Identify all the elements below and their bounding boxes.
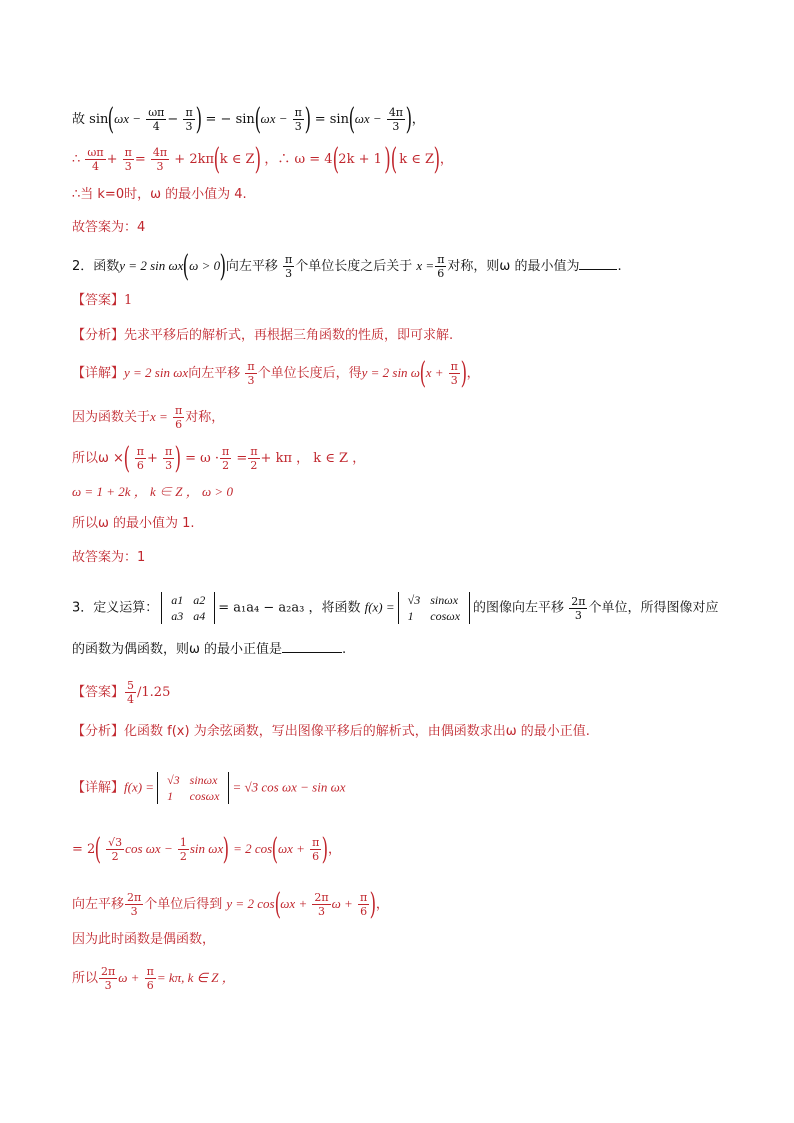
detail-3: 【详解】f(x) = √3 sinωx 1 cosωx = √3 cos ωx − sin ωx (72, 773, 346, 803)
analysis-2: 【分析】先求平移后的解析式，再根据三角函数的性质，即可求解. (72, 328, 454, 343)
fraction: $\frac{\pi}{3}$ (185, 106, 193, 133)
fraction: $\frac{√3}{2}$ (108, 836, 123, 863)
fraction: $\frac{\pi}{3}$ (294, 106, 302, 133)
fraction: $\frac{\pi}{3}$ (165, 445, 173, 472)
fraction: $\frac{4\pi}{3}$ (152, 146, 168, 173)
question-3: 3．定义运算： a1 a2 a3 a4 = a₁a₄ − a₂a₃ ，将函数 f(x) = √3 sinωx 1 cosωx 的图像向左平移 $\frac{2\pi}{3}$ 个单位，所得图像对应 (72, 593, 719, 623)
detail-2-line-4: ω = 1 + 2k ， k ∈ Z ， ω > 0 (72, 484, 233, 499)
fraction: $\frac{\pi}{6}$ (146, 965, 154, 992)
line-2: ∴ $\frac{\omega\pi}{4}$ + $\frac{\pi}{3}$ = $\frac{4\pi}{3}$ + 2kπ(k ∈ Z) ，∴ ω = 4(2k + 1)( k ∈ Z)， (72, 141, 453, 177)
fraction: $\frac{\pi}{6}$ (359, 891, 368, 918)
detail-2-line-2: 因为函数关于x = $\frac{\pi}{6}$ 对称， (72, 404, 225, 431)
determinant: √3 sinωx 1 cosωx (398, 592, 470, 624)
fraction: $\frac{1}{2}$ (179, 836, 187, 863)
detail-2-line-5: 所以ω 的最小值为 1. (72, 516, 195, 531)
text: = sin (314, 112, 349, 127)
question-3-line-2: 的函数为偶函数，则ω 的最小正值是 . (72, 642, 347, 657)
analysis-3: 【分析】化函数 f(x) 为余弦函数，写出图像平移后的解析式，由偶函数求出ω 的最小正值. (72, 724, 590, 739)
determinant: √3 sinωx 1 cosωx (157, 772, 229, 804)
answer-2: 【答案】1 (72, 293, 133, 308)
sin-text: sin (89, 112, 109, 127)
fraction: $\frac{\pi}{3}$ (247, 360, 255, 387)
fraction: $\frac{\pi}{2}$ (222, 445, 230, 472)
answer-3: 【答案】 $\frac{5}{4}$ /1.25 (72, 679, 171, 706)
line-3: ∴当 k=0时，ω 的最小值为 4. (72, 187, 247, 202)
detail-2-line-6: 故答案为：1 (72, 550, 146, 565)
fraction: $\frac{\pi}{6}$ (437, 253, 445, 280)
fraction: $\frac{5}{4}$ (127, 679, 135, 706)
fraction: $\frac{\omega\pi}{4}$ (87, 146, 104, 173)
fraction: $\frac{\pi}{3}$ (124, 146, 132, 173)
detail-3-line-2: = 2( $\frac{√3}{2}$ cos ωx − $\frac{1}{2}$ sin ωx) = 2 cos(ωx + $\frac{\pi}{6}$ )， (72, 831, 342, 867)
detail-2: 【详解】y = 2 sin ωx向左平移 $\frac{\pi}{3}$ 个单位长度后，得y = 2 sin ω(x + $\frac{\pi}{3}$ )， (72, 355, 480, 391)
fraction: $\frac{2\pi}{3}$ (127, 891, 142, 918)
detail-3-line-5: 所以 $\frac{2\pi}{3}$ ω + $\frac{\pi}{6}$ = kπ, k ∈ Z ， (72, 965, 235, 992)
detail-3-line-3: 向左平移 $\frac{2\pi}{3}$ 个单位后得到 y = 2 cos(ωx + $\frac{2\pi}{3}$ ω + $\frac{\pi}{6}$ )， (72, 886, 389, 922)
fraction: $\frac{\pi}{3}$ (450, 360, 458, 387)
text: = − sin (205, 112, 255, 127)
fraction: $\frac{\pi}{6}$ (174, 404, 183, 431)
fraction: $\frac{\omega\pi}{4}$ (148, 106, 165, 133)
determinant: a1 a2 a3 a4 (161, 592, 215, 624)
fraction: $\frac{2\pi}{3}$ (101, 965, 116, 992)
fraction: $\frac{\pi}{2}$ (250, 445, 258, 472)
line-4: 故答案为：4 (72, 220, 146, 235)
detail-2-line-3: 所以ω ×( $\frac{\pi}{6}$ + $\frac{\pi}{3}$ ) = ω · $\frac{\pi}{2}$ = $\frac{\pi}{2}$ + kπ ， k ∈ Z ， (72, 440, 366, 476)
line-1: 故 sin(ωx − $\frac{\omega\pi}{4}$ − $\frac{\pi}{3}$ ) = − sin(ωx − $\frac{\pi}{3}$ ) = sin(ωx − $\frac{4\pi}{3}$ )， (72, 101, 425, 137)
answer-blank (579, 259, 617, 270)
fraction: $\frac{4\pi}{3}$ (388, 106, 404, 133)
fraction: $\frac{\pi}{6}$ (312, 836, 320, 863)
fraction: $\frac{\pi}{6}$ (136, 445, 145, 472)
fraction: $\frac{2\pi}{3}$ (571, 594, 586, 622)
question-2: 2．函数y = 2 sin ωx(ω > 0)向左平移 $\frac{\pi}{3}$ 个单位长度之后关于 x = $\frac{\pi}{6}$ 对称，则ω 的最小值为 . (72, 248, 622, 284)
fraction: $\frac{\pi}{3}$ (285, 253, 293, 280)
text: 故 (72, 112, 86, 127)
fraction: $\frac{2\pi}{3}$ (314, 891, 329, 918)
answer-blank (282, 642, 342, 653)
detail-3-line-4: 因为此时函数是偶函数， (72, 932, 216, 947)
